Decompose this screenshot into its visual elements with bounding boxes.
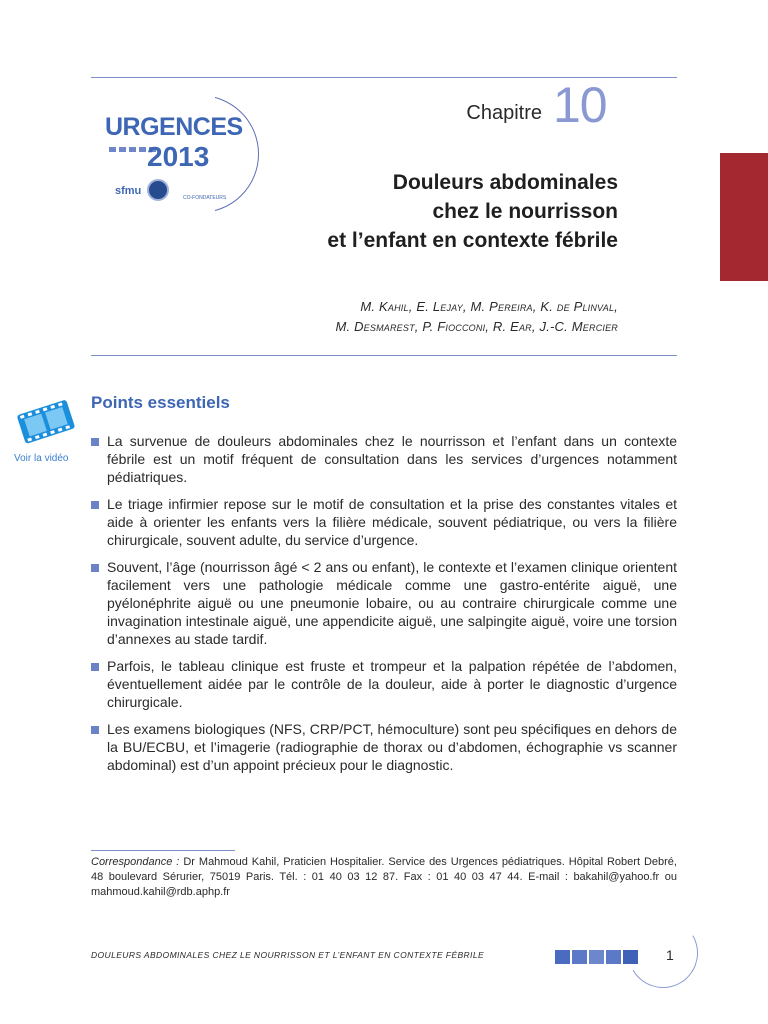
footer-dots xyxy=(555,950,638,964)
logo-word: URGENCES xyxy=(105,113,243,141)
chapter-number: 10 xyxy=(553,77,607,133)
logo-sfmu: sfmu xyxy=(115,185,142,197)
bullet-square-icon xyxy=(91,564,99,572)
title-line: Douleurs abdominales xyxy=(392,171,618,194)
chapter-label: Chapitre xyxy=(466,102,542,124)
list-item: Les examens biologiques (NFS, CRP/PCT, hémoculture) sont peu spécifiques en dehors de la BU/ECBU, et l’imagerie (radiographie de thorax ou d’abdomen, échographie vs scanner abdominal) est d’un appoint précieux pour le diagnostic. xyxy=(91,720,677,774)
footnote-label: Correspondance : xyxy=(91,856,180,868)
logo-year: 2013 xyxy=(147,141,210,172)
film-video-icon xyxy=(12,393,78,451)
video-link[interactable] xyxy=(12,393,80,473)
bullet-square-icon xyxy=(91,438,99,446)
bullet-square-icon xyxy=(91,501,99,509)
authors-line: M. Kahil, E. Lejay, M. Pereira, K. de Plinval, xyxy=(360,299,618,314)
section-rule xyxy=(91,355,677,356)
list-item: Souvent, l’âge (nourrisson âgé < 2 ans ou enfant), le contexte et l’examen clinique orientent facilement vers une pathologie médicale comme une gastro-entérite aiguë, une pyélonéphrite aiguë ou une pneumonie lobaire, ou au contraire chirurgicale comme une invagination intestinale aiguë, une appendicite aiguë, une salpingite aiguë, voire une torsion d’annexes au stade tardif. xyxy=(91,558,677,648)
chapter-side-tab xyxy=(720,153,768,281)
title-line: chez le nourrisson xyxy=(432,200,618,223)
correspondence-footnote xyxy=(91,855,677,900)
page-number: 1 xyxy=(666,947,674,963)
logo-cofounders: CO-FONDATEURS xyxy=(183,195,227,201)
list-item: Le triage infirmier repose sur le motif de consultation et la prise des constantes vitales et aide à orienter les enfants vers la filière médicale, souvent pédiatrique, ou vers la filière chirurgicale, souvent adulte, du service d’urgence. xyxy=(91,495,677,549)
authors-line: M. Desmarest, P. Fiocconi, R. Ear, J.-C. Mercier xyxy=(335,319,618,334)
bullet-square-icon xyxy=(91,726,99,734)
list-item: Parfois, le tableau clinique est fruste et trompeur et la palpation répétée de l’abdomen, éventuellement aidée par le contrôle de la douleur, aide à porter le diagnostic d’urgence chirurgicale. xyxy=(91,657,677,711)
page-arc xyxy=(620,910,706,996)
video-label[interactable]: Voir la vidéo xyxy=(14,453,69,464)
chapter-title xyxy=(158,168,618,255)
authors xyxy=(118,297,618,337)
bullet-square-icon xyxy=(91,663,99,671)
section-title: Points essentiels xyxy=(91,393,230,412)
list-item: La survenue de douleurs abdominales chez le nourrisson et l’enfant dans un contexte fébrile est un motif fréquent de consultation dans les services d’urgences notamment pédiatriques. xyxy=(91,432,677,486)
title-line: et l’enfant en contexte fébrile xyxy=(327,229,618,252)
running-title: DOULEURS ABDOMINALES CHEZ LE NOURRISSON ET L’ENFANT EN CONTEXTE FÉBRILE xyxy=(91,950,485,960)
footnote-rule xyxy=(91,850,235,851)
key-points-list xyxy=(91,432,677,783)
footnote-text: Dr Mahmoud Kahil, Praticien Hospitalier. Service des Urgences pédiatriques. Hôpital Robert Debré, 48 boulevard Sérurier, 75019 Paris. Tél. : 01 40 03 12 87. Fax : 01 40 03 47 44. E-mail : bakahil@yahoo.fr ou mahmoud.kahil@rdb.aphp.fr xyxy=(91,856,677,898)
